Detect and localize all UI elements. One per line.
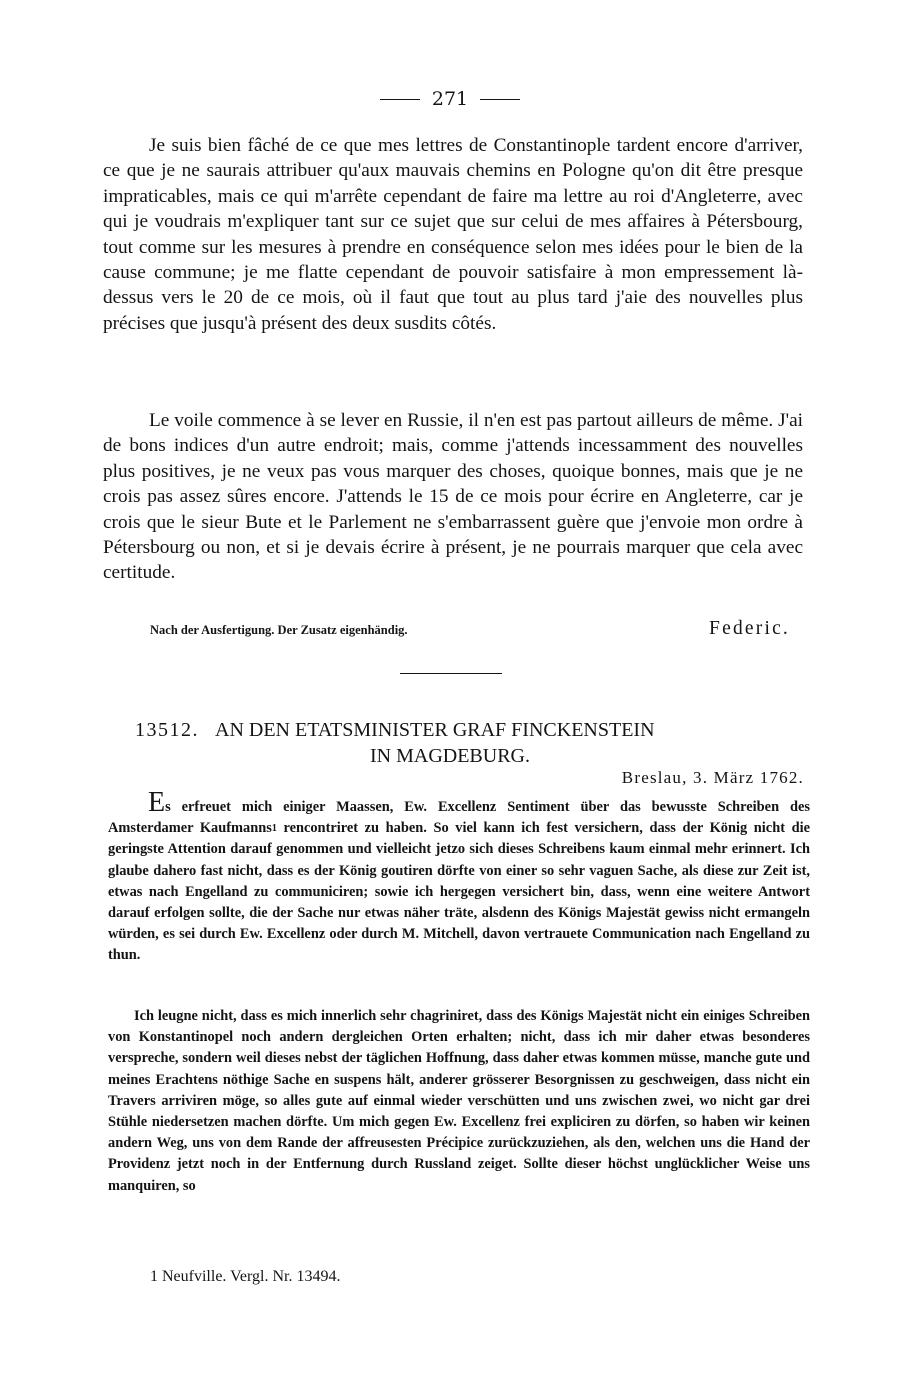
letter-closing — [150, 618, 790, 640]
letter-paragraph-2: Le voile commence à se lever en Russie, il n'en est pas partout ailleurs de même. J'ai de bons indices d'un autre endroit; mais, comme j'attends incessamment des nouvelles plus positives, je ne veux pas vous marquer des choses, quoique bonnes, mais que je ne crois pas assez sûres encore. J'attends le 15 de ce mois pour écrire en Angleterre, car je crois que le sieur Bute et le Parlement ne s'embarrassent guère que j'envoie mon ordre à Pétersbourg ou non, et si je devais écrire à présent, je ne pourrais marquer que cela avec certitude. — [103, 410, 803, 584]
heading-title: AN DEN ETATSMINISTER GRAF FINCKENSTEIN — [215, 719, 655, 741]
heading-line-2: IN MAGDEBURG. — [370, 745, 530, 767]
page-number-dash-right — [480, 99, 520, 100]
drop-cap: E — [148, 787, 166, 818]
page-number-dash-left — [380, 99, 420, 100]
page-number — [0, 88, 900, 110]
document-paragraph-1-text: s erfreuet mich einiger Maassen, Ew. Excellenz Sentiment über das bewusste Schreiben des Amsterdamer Kaufmanns — [108, 799, 810, 837]
signature: Federic. — [709, 618, 790, 639]
document-paragraph-1 — [108, 787, 810, 967]
document-paragraph-1-text-cont: rencontriret zu haben. So viel kann ich fest versichern, dass der König nicht die geringste Attention darauf genommen und vielleicht jetzo sich dieses Schreibens kaum einmal mehr erinnert. Ich glaube dahero fast nicht, dass es der König goutiren dörfte von einer so sehr vaguen Sache, als diese zur Zeit ist, etwas nach Engelland zu communiciren; sowie ich hergegen versichert bin, dass, wenn eine weitere Antwort darauf erfolgen sollte, die der Sache nur etwas näher träte, alsdenn des Königs Majestät gewiss nicht ermangeln würden, es sei durch Ew. Excellenz oder durch M. Mitchell, davon vertrauete Communication nach Engelland zu thun. — [108, 820, 810, 964]
section-divider — [400, 673, 502, 674]
dateline: Breslau, 3. März 1762. — [621, 768, 804, 787]
document-number: 13512. — [135, 719, 199, 741]
footnote: 1 Neufville. Vergl. Nr. 13494. — [150, 1268, 341, 1285]
document-paragraph-2: Ich leugne nicht, dass es mich innerlich sehr chagriniret, dass des Königs Majestät nicht ein einiges Schreiben von Konstantinopel noch andern dergleichen Orten erhalten; nicht, dass ich mir daher etwas besonderes verspreche, sondern weil dieses nebst der täglichen Hoffnung, dass daher etwas kommen müsse, manche gute und meines Erachtens nöthige Sache en suspens hält, anderer grösserer Besorgnissen zu geschweigen, dass nicht ein Travers arriviren möge, so alles gute auf einmal wieder verschütten und uns zwischen zwei, wo nicht gar drei Stühle niedersetzen machen dörfte. Um mich gegen Ew. Excellenz frei expliciren zu dörfen, so haben wir keinen andern Weg, uns von dem Rande der affreusesten Précipice zurückzuziehen, als den, welchen uns die Hand der Providenz jetzt noch in der Entfernung durch Russland zeiget. Sollte dieser höchst unglücklicher Weise uns manquiren, so — [108, 1008, 810, 1194]
heading-line-1 — [135, 717, 655, 743]
footnote-reference: 1 — [271, 823, 277, 835]
page-number-text: 271 — [431, 88, 469, 110]
letter-paragraph-1: Je suis bien fâché de ce que mes lettres de Constantinople tardent encore d'arriver, ce que je ne saurais attribuer qu'aux mauvais chemins en Pologne qu'on dit être presque impraticables, mais ce qui m'arrête cependant de faire ma lettre au roi d'Angleterre, avec qui je voudrais m'expliquer tant sur ce sujet que sur celui de mes affaires à Pétersbourg, tout comme sur les mesures à prendre en conséquence selon mes idées pour le bien de la cause commune; je me flatte cependant de pouvoir satisfaire à mon empressement là-dessus vers le 20 de ce mois, où il faut que tout au plus tard j'aie des nouvelles plus précises que jusqu'à présent des deux susdits côtés. — [103, 135, 803, 334]
source-note: Nach der Ausfertigung. Der Zusatz eigenhändig. — [150, 623, 408, 637]
